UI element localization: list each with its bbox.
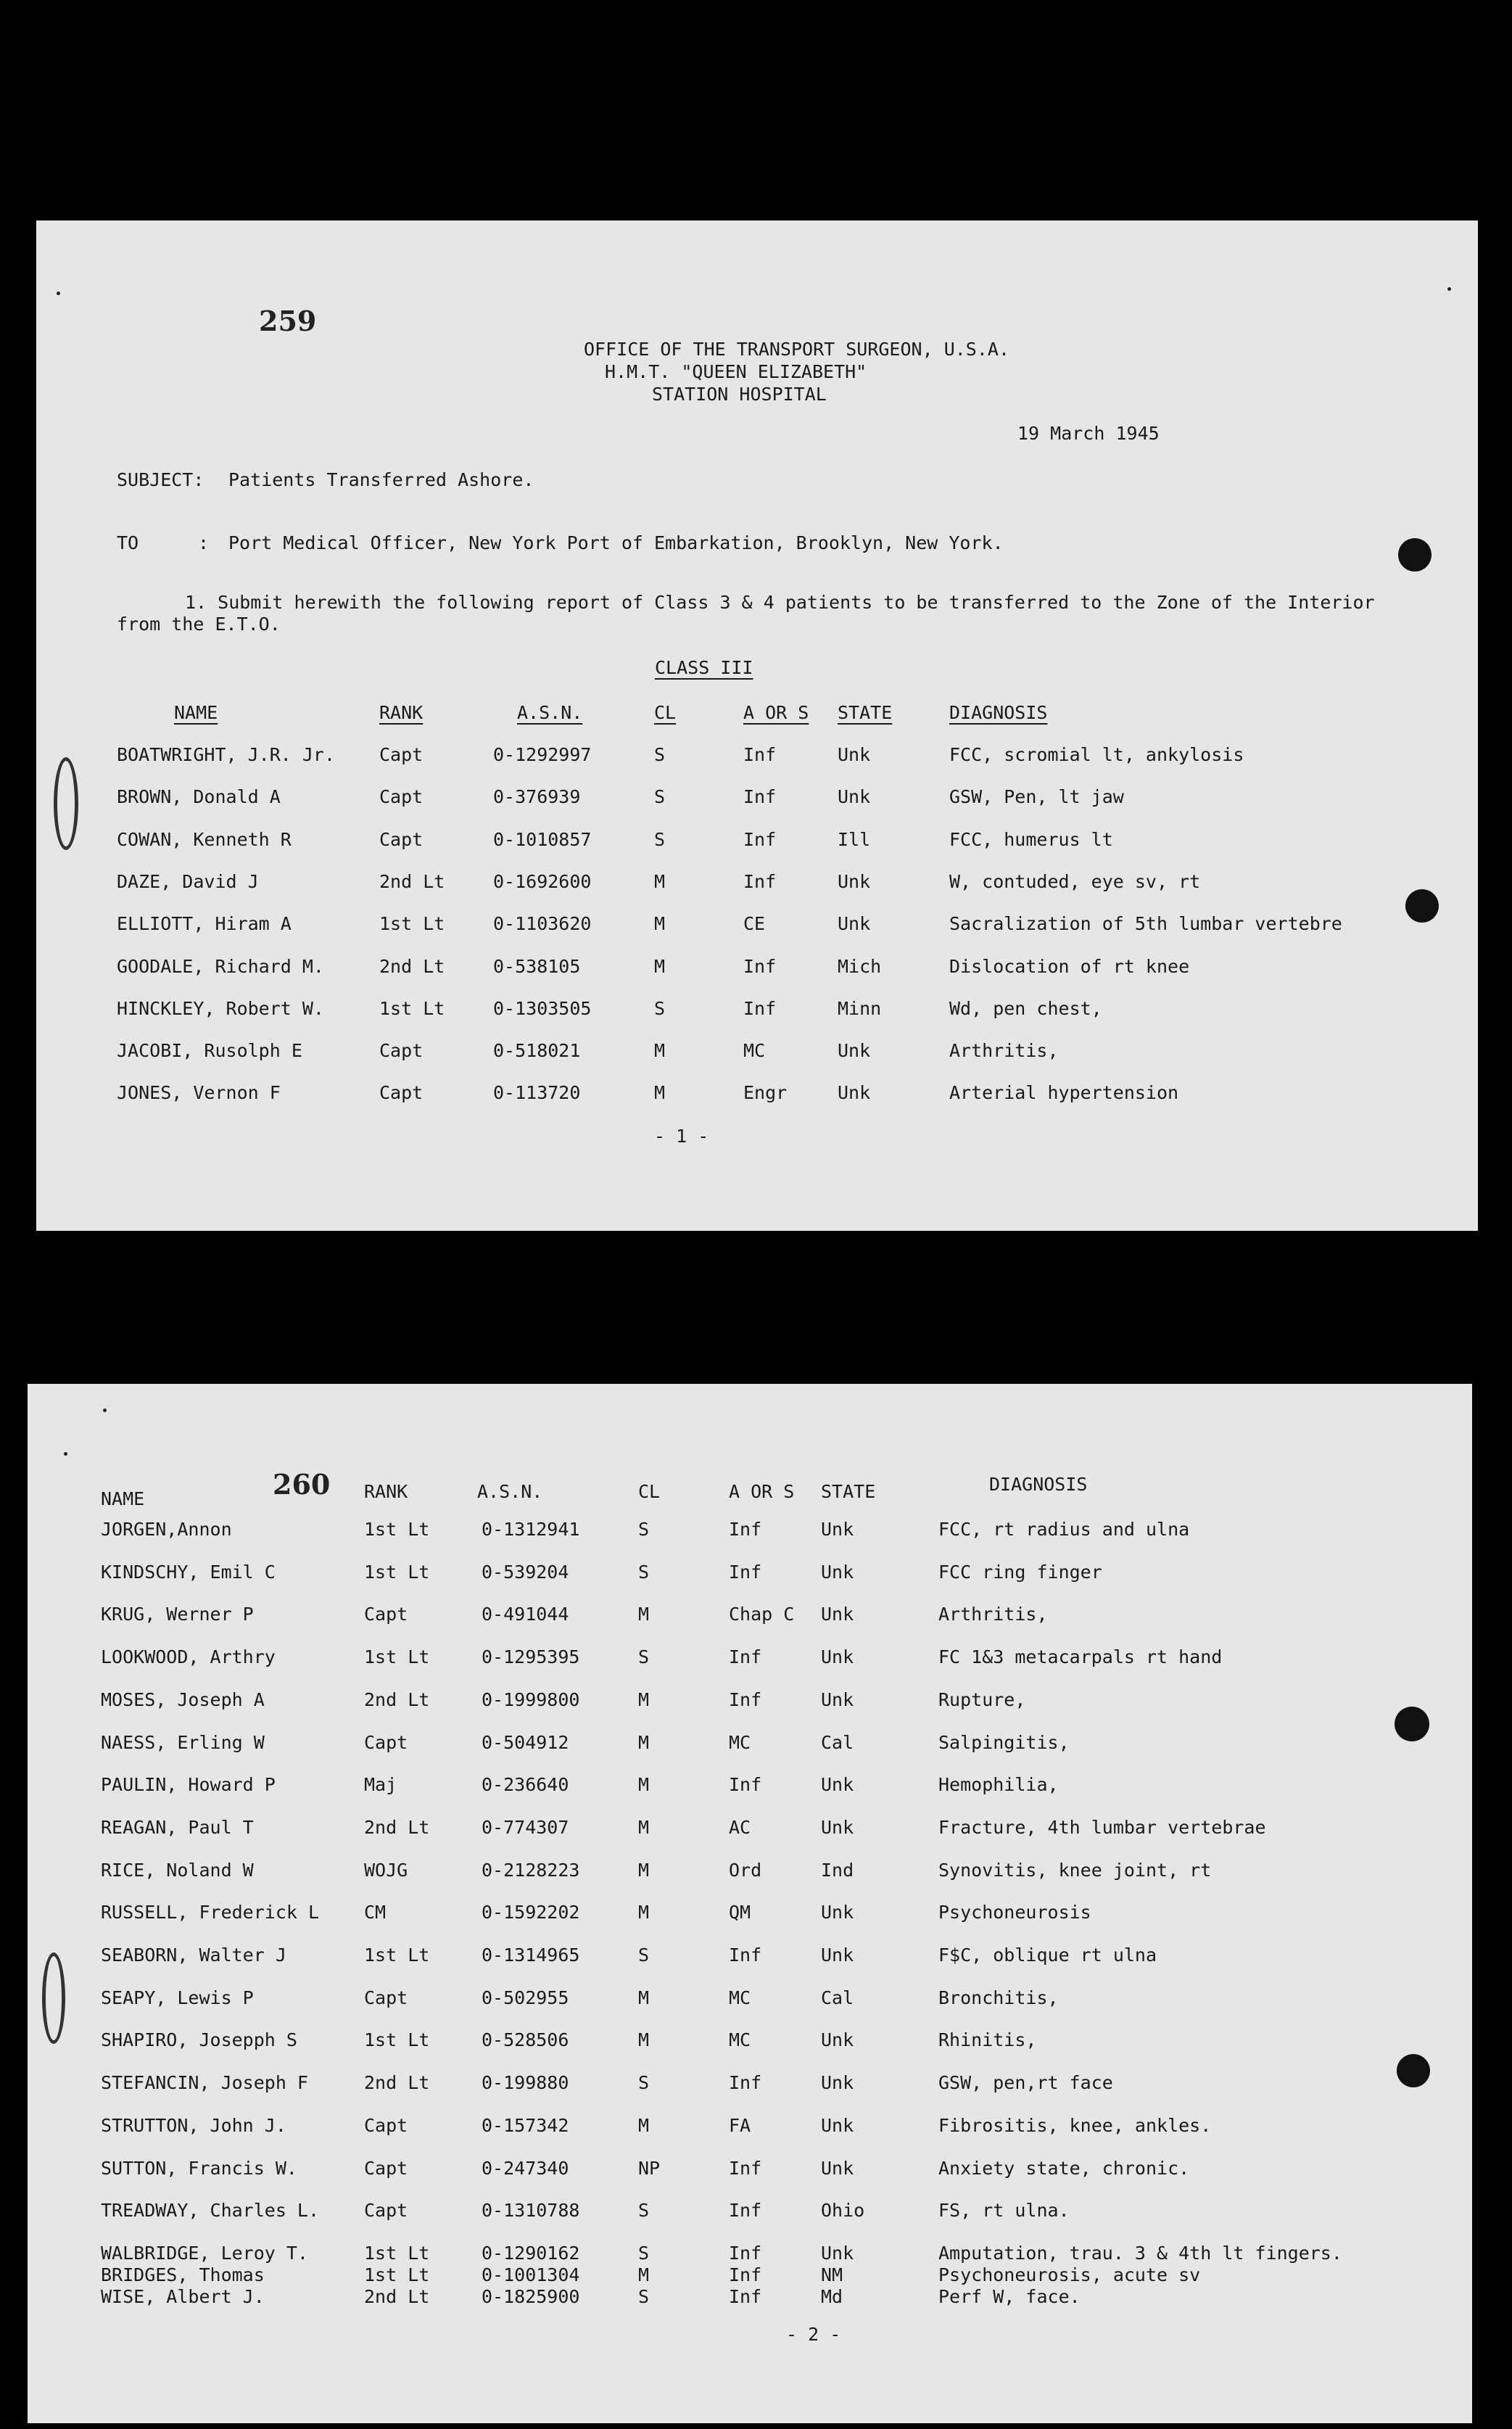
cell-asn: 0-1295395 [482, 1646, 580, 1668]
cell-a-or-s: Inf [743, 786, 777, 808]
cell-a-or-s: Engr [743, 1082, 788, 1104]
cell-state: Unk [821, 2242, 854, 2264]
cell-name: BRIDGES, Thomas [101, 2264, 265, 2285]
cell-rank: 2nd Lt [364, 2072, 430, 2094]
cell-a-or-s: AC [729, 1816, 751, 1838]
cell-asn: 0-2128223 [482, 1859, 580, 1881]
cell-asn: 0-491044 [482, 1604, 569, 1625]
cell-a-or-s: Inf [729, 2157, 762, 2179]
cell-rank: 1st Lt [379, 913, 445, 935]
cell-state: Unk [838, 1040, 871, 1062]
cell-cl: M [638, 2264, 650, 2285]
cell-state: Unk [821, 1604, 854, 1625]
cell-state: Unk [821, 2114, 854, 2136]
document-page-2 [28, 1384, 1472, 2423]
cell-diagnosis: GSW, Pen, lt jaw [949, 786, 1124, 808]
cell-cl: S [654, 997, 666, 1019]
subject-label: SUBJECT: [117, 469, 205, 490]
paragraph-line-1: 1. Submit herewith the following report of Class 3 & 4 patients to be transferred to the Zone of the Interior [185, 592, 1375, 613]
cell-rank: 2nd Lt [364, 1688, 430, 1710]
column-header-rank: RANK [364, 1481, 408, 1502]
cell-asn: 0-1592202 [482, 1902, 580, 1923]
cell-cl: M [638, 1774, 650, 1796]
cell-a-or-s: CE [743, 913, 766, 935]
cell-state: Unk [821, 1688, 854, 1710]
column-header-cl: CL [638, 1481, 661, 1502]
cell-rank: 1st Lt [364, 1519, 430, 1540]
cell-cl: S [638, 1519, 650, 1540]
cell-state: Unk [821, 1646, 854, 1668]
letterhead-line-1: OFFICE OF THE TRANSPORT SURGEON, U.S.A. [584, 339, 1009, 360]
cell-rank: 2nd Lt [379, 870, 445, 892]
cell-asn: 0-528506 [482, 2029, 569, 2051]
column-header-name: NAME [101, 1488, 145, 1509]
cell-rank: Capt [364, 1987, 408, 2008]
punch-hole [1395, 1707, 1429, 1741]
column-header-rank: RANK [379, 702, 424, 723]
cell-rank: CM [364, 1902, 387, 1923]
cell-rank: Maj [364, 1774, 397, 1796]
cell-a-or-s: MC [729, 1731, 751, 1753]
cell-diagnosis: Fracture, 4th lumbar vertebrae [938, 1816, 1266, 1838]
cell-rank: Capt [364, 2114, 408, 2136]
cell-asn: 0-1314965 [482, 1945, 580, 1966]
cell-diagnosis: Bronchitis, [938, 1987, 1059, 2008]
cell-a-or-s: MC [729, 1987, 751, 2008]
cell-a-or-s: Inf [729, 1688, 762, 1710]
column-header-name: NAME [174, 702, 218, 723]
cell-diagnosis: Psychoneurosis, acute sv [938, 2264, 1201, 2285]
cell-cl: M [654, 913, 666, 935]
cell-a-or-s: Inf [743, 744, 777, 765]
cell-diagnosis: Sacralization of 5th lumbar vertebre [949, 913, 1342, 935]
cell-name: DAZE, David J [117, 870, 259, 892]
cell-asn: 0-236640 [482, 1774, 569, 1796]
letter-date: 19 March 1945 [1017, 423, 1160, 444]
cell-name: JONES, Vernon F [117, 1082, 281, 1104]
cell-a-or-s: MC [743, 1040, 766, 1062]
cell-name: STEFANCIN, Joseph F [101, 2072, 308, 2094]
cell-rank: Capt [364, 1604, 408, 1625]
letterhead-line-2: H.M.T. "QUEEN ELIZABETH" [605, 361, 867, 382]
cell-cl: M [638, 1688, 650, 1710]
column-header-asn: A.S.N. [477, 1481, 543, 1502]
to-text: Port Medical Officer, New York Port of Embarkation, Brooklyn, New York. [228, 532, 1004, 553]
cell-asn: 0-539204 [482, 1561, 569, 1583]
cell-asn: 0-504912 [482, 1731, 569, 1753]
cell-cl: S [638, 2200, 650, 2222]
cell-cl: S [654, 744, 666, 765]
cell-rank: 1st Lt [364, 2029, 430, 2051]
cell-name: RICE, Noland W [101, 1859, 254, 1881]
cell-cl: M [638, 1859, 650, 1881]
cell-cl: M [654, 870, 666, 892]
cell-cl: M [654, 1040, 666, 1062]
cell-name: RUSSELL, Frederick L [101, 1902, 320, 1923]
column-header-cl: CL [654, 702, 677, 723]
cell-diagnosis: FCC ring finger [938, 1561, 1102, 1583]
cell-name: HINCKLEY, Robert W. [117, 997, 324, 1019]
cell-state: Unk [821, 1561, 854, 1583]
cell-diagnosis: Amputation, trau. 3 & 4th lt fingers. [938, 2242, 1342, 2264]
cell-state: Unk [821, 1816, 854, 1838]
cell-cl: S [638, 1561, 650, 1583]
cell-state: Cal [821, 1987, 854, 2008]
cell-diagnosis: Psychoneurosis [938, 1902, 1091, 1923]
cell-a-or-s: QM [729, 1902, 751, 1923]
cell-asn: 0-1312941 [482, 1519, 580, 1540]
cell-diagnosis: FS, rt ulna. [938, 2200, 1070, 2222]
cell-rank: 1st Lt [364, 1945, 430, 1966]
cell-diagnosis: Salpingitis, [938, 1731, 1070, 1753]
cell-name: BROWN, Donald A [117, 786, 281, 808]
cell-name: JACOBI, Rusolph E [117, 1040, 302, 1062]
cell-a-or-s: Inf [729, 2072, 762, 2094]
cell-diagnosis: Fibrositis, knee, ankles. [938, 2114, 1212, 2136]
cell-diagnosis: FCC, humerus lt [949, 828, 1113, 850]
column-header-a-or-s: A OR S [743, 702, 809, 723]
cell-diagnosis: Wd, pen chest, [949, 997, 1102, 1019]
cell-name: LOOKWOOD, Arthry [101, 1646, 276, 1668]
cell-state: Minn [838, 997, 882, 1019]
cell-name: SEABORN, Walter J [101, 1945, 286, 1966]
cell-asn: 0-518021 [493, 1040, 581, 1062]
cell-asn: 0-1292997 [493, 744, 592, 765]
cell-a-or-s: Inf [729, 1774, 762, 1796]
cell-a-or-s: Inf [729, 1561, 762, 1583]
cell-a-or-s: Inf [729, 1519, 762, 1540]
cell-asn: 0-1290162 [482, 2242, 580, 2264]
cell-state: Cal [821, 1731, 854, 1753]
cell-a-or-s: Chap C [729, 1604, 795, 1625]
cell-asn: 0-774307 [482, 1816, 569, 1838]
punch-hole [1397, 2054, 1430, 2087]
cell-cl: S [638, 2285, 650, 2307]
cell-rank: 2nd Lt [364, 2285, 430, 2307]
cell-diagnosis: F$C, oblique rt ulna [938, 1945, 1157, 1966]
cell-state: Ohio [821, 2200, 865, 2222]
cell-name: COWAN, Kenneth R [117, 828, 292, 850]
cell-state: Md [821, 2285, 843, 2307]
speck [57, 292, 60, 295]
cell-cl: M [638, 2114, 650, 2136]
to-separator: : [198, 532, 210, 553]
cell-cl: NP [638, 2157, 661, 2179]
cell-state: Unk [838, 744, 871, 765]
cell-name: SUTTON, Francis W. [101, 2157, 297, 2179]
cell-asn: 0-376939 [493, 786, 581, 808]
cell-rank: Capt [364, 1731, 408, 1753]
cell-diagnosis: Rupture, [938, 1688, 1026, 1710]
speck [1447, 287, 1451, 291]
cell-state: Unk [838, 913, 871, 935]
column-header-diagnosis: DIAGNOSIS [949, 702, 1048, 723]
cell-name: NAESS, Erling W [101, 1731, 265, 1753]
cell-state: NM [821, 2264, 843, 2285]
cell-asn: 0-113720 [493, 1082, 581, 1104]
speck [64, 1452, 67, 1456]
cell-state: Unk [821, 2157, 854, 2179]
cell-state: Unk [821, 1902, 854, 1923]
cell-diagnosis: Arterial hypertension [949, 1082, 1179, 1104]
cell-asn: 0-1692600 [493, 870, 592, 892]
cell-rank: Capt [379, 786, 424, 808]
cell-state: Ind [821, 1859, 854, 1881]
cell-state: Unk [838, 786, 871, 808]
paragraph-line-2: from the E.T.O. [117, 614, 281, 635]
cell-state: Unk [821, 1519, 854, 1540]
cell-name: REAGAN, Paul T [101, 1816, 254, 1838]
cell-state: Unk [821, 1774, 854, 1796]
cell-state: Ill [838, 828, 871, 850]
cell-state: Unk [838, 870, 871, 892]
cell-name: JORGEN,Annon [101, 1519, 232, 1540]
cell-name: STRUTTON, John J. [101, 2114, 286, 2136]
cell-name: SEAPY, Lewis P [101, 1987, 254, 2008]
cell-diagnosis: FCC, rt radius and ulna [938, 1519, 1190, 1540]
column-header-asn: A.S.N. [517, 702, 583, 723]
cell-a-or-s: FA [729, 2114, 751, 2136]
cell-diagnosis: W, contuded, eye sv, rt [949, 870, 1201, 892]
cell-diagnosis: Rhinitis, [938, 2029, 1037, 2051]
pen-mark [42, 1952, 65, 2044]
cell-diagnosis: Synovitis, knee joint, rt [938, 1859, 1212, 1881]
cell-state: Unk [821, 1945, 854, 1966]
cell-cl: M [638, 1902, 650, 1923]
cell-state: Mich [838, 955, 882, 977]
cell-cl: S [638, 1945, 650, 1966]
cell-name: SHAPIRO, Josepph S [101, 2029, 297, 2051]
cell-cl: M [638, 1604, 650, 1625]
cell-a-or-s: Inf [743, 828, 777, 850]
cell-a-or-s: Inf [729, 2264, 762, 2285]
cell-diagnosis: Arthritis, [938, 1604, 1048, 1625]
cell-cl: S [638, 1646, 650, 1668]
cell-a-or-s: Inf [729, 1646, 762, 1668]
punch-hole [1398, 538, 1432, 572]
cell-cl: S [654, 828, 666, 850]
cell-rank: Capt [379, 1082, 424, 1104]
cell-asn: 0-502955 [482, 1987, 569, 2008]
cell-diagnosis: Perf W, face. [938, 2285, 1081, 2307]
cell-cl: M [638, 1816, 650, 1838]
cell-asn: 0-1001304 [482, 2264, 580, 2285]
cell-rank: Capt [364, 2157, 408, 2179]
cell-diagnosis: FCC, scromial lt, ankylosis [949, 744, 1244, 765]
column-header-diagnosis: DIAGNOSIS [989, 1474, 1088, 1495]
document-page-1 [36, 220, 1478, 1231]
cell-diagnosis: Dislocation of rt knee [949, 955, 1190, 977]
cell-state: Unk [821, 2029, 854, 2051]
cell-cl: S [654, 786, 666, 808]
cell-asn: 0-538105 [493, 955, 581, 977]
cell-name: BOATWRIGHT, J.R. Jr. [117, 744, 336, 765]
cell-diagnosis: GSW, pen,rt face [938, 2072, 1113, 2094]
cell-rank: 1st Lt [379, 997, 445, 1019]
cell-asn: 0-1103620 [493, 913, 592, 935]
subject-text: Patients Transferred Ashore. [228, 469, 534, 490]
cell-a-or-s: MC [729, 2029, 751, 2051]
cell-cl: M [654, 955, 666, 977]
page-number: 260 [273, 1468, 331, 1501]
cell-cl: M [638, 1987, 650, 2008]
cell-cl: M [654, 1082, 666, 1104]
cell-name: WALBRIDGE, Leroy T. [101, 2242, 308, 2264]
pen-mark [54, 757, 78, 850]
cell-cl: S [638, 2242, 650, 2264]
cell-cl: S [638, 2072, 650, 2094]
cell-rank: WOJG [364, 1859, 408, 1881]
cell-a-or-s: Inf [729, 2285, 762, 2307]
column-header-state: STATE [838, 702, 893, 723]
column-header-state: STATE [821, 1481, 876, 1502]
letterhead-line-3: STATION HOSPITAL [652, 384, 827, 405]
cell-name: GOODALE, Richard M. [117, 955, 324, 977]
cell-rank: Capt [379, 744, 424, 765]
cell-name: WISE, Albert J. [101, 2285, 265, 2307]
cell-name: ELLIOTT, Hiram A [117, 913, 292, 935]
page-footer: - 1 - [654, 1126, 709, 1147]
page-number: 259 [259, 305, 317, 337]
cell-asn: 0-1303505 [493, 997, 592, 1019]
cell-a-or-s: Inf [743, 955, 777, 977]
cell-a-or-s: Inf [729, 2242, 762, 2264]
cell-a-or-s: Inf [729, 1945, 762, 1966]
cell-state: Unk [838, 1082, 871, 1104]
cell-asn: 0-1310788 [482, 2200, 580, 2222]
cell-rank: Capt [379, 828, 424, 850]
cell-a-or-s: Inf [743, 870, 777, 892]
cell-name: KINDSCHY, Emil C [101, 1561, 276, 1583]
page-footer: - 2 - [786, 2324, 841, 2345]
punch-hole [1405, 889, 1439, 923]
cell-name: TREADWAY, Charles L. [101, 2200, 320, 2222]
cell-name: KRUG, Werner P [101, 1604, 254, 1625]
cell-rank: 1st Lt [364, 1646, 430, 1668]
cell-diagnosis: Arthritis, [949, 1040, 1059, 1062]
cell-a-or-s: Ord [729, 1859, 762, 1881]
cell-cl: M [638, 2029, 650, 2051]
cell-name: PAULIN, Howard P [101, 1774, 276, 1796]
cell-asn: 0-1999800 [482, 1688, 580, 1710]
cell-diagnosis: FC 1&3 metacarpals rt hand [938, 1646, 1223, 1668]
cell-rank: Capt [379, 1040, 424, 1062]
cell-rank: 1st Lt [364, 1561, 430, 1583]
cell-rank: Capt [364, 2200, 408, 2222]
cell-rank: 2nd Lt [379, 955, 445, 977]
cell-asn: 0-157342 [482, 2114, 569, 2136]
cell-rank: 2nd Lt [364, 1816, 430, 1838]
to-label: TO [117, 532, 139, 553]
cell-asn: 0-1825900 [482, 2285, 580, 2307]
cell-diagnosis: Hemophilia, [938, 1774, 1059, 1796]
cell-asn: 0-1010857 [493, 828, 592, 850]
cell-rank: 1st Lt [364, 2242, 430, 2264]
speck [103, 1409, 107, 1412]
cell-a-or-s: Inf [729, 2200, 762, 2222]
column-header-a-or-s: A OR S [729, 1481, 795, 1502]
cell-asn: 0-247340 [482, 2157, 569, 2179]
class-heading: CLASS III [655, 657, 753, 678]
cell-a-or-s: Inf [743, 997, 777, 1019]
cell-rank: 1st Lt [364, 2264, 430, 2285]
cell-cl: M [638, 1731, 650, 1753]
cell-name: MOSES, Joseph A [101, 1688, 265, 1710]
cell-diagnosis: Anxiety state, chronic. [938, 2157, 1190, 2179]
cell-asn: 0-199880 [482, 2072, 569, 2094]
cell-state: Unk [821, 2072, 854, 2094]
